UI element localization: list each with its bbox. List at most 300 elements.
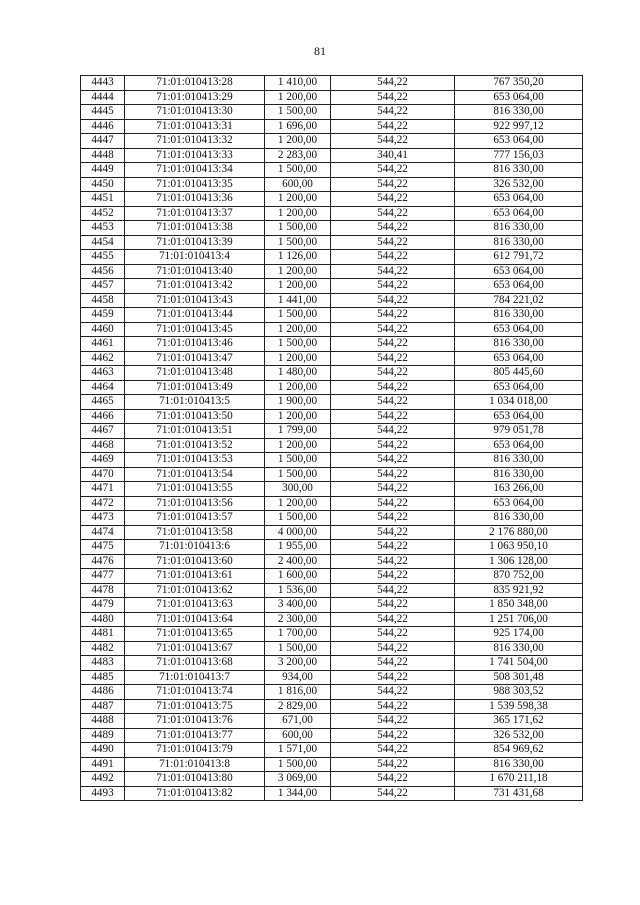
specific-value-cell: 544,22 (331, 786, 455, 801)
specific-value-cell: 340,41 (331, 148, 455, 163)
table-row (81, 598, 583, 613)
table-row (81, 714, 583, 729)
table-row (81, 569, 583, 584)
table-row (81, 119, 583, 134)
cadastral-number-cell: 71:01:010413:76 (125, 714, 265, 729)
specific-value-cell: 544,22 (331, 206, 455, 221)
table-row (81, 177, 583, 192)
table-row (81, 438, 583, 453)
area-cell: 2 400,00 (265, 554, 331, 569)
row-number-cell: 4450 (81, 177, 125, 192)
area-cell: 2 283,00 (265, 148, 331, 163)
specific-value-cell: 544,22 (331, 772, 455, 787)
cadastral-value-cell: 1 034 018,00 (455, 395, 583, 410)
cadastral-number-cell: 71:01:010413:37 (125, 206, 265, 221)
specific-value-cell: 544,22 (331, 583, 455, 598)
specific-value-cell: 544,22 (331, 337, 455, 352)
row-number-cell: 4482 (81, 641, 125, 656)
row-number-cell: 4471 (81, 482, 125, 497)
row-number-cell: 4453 (81, 221, 125, 236)
cadastral-number-cell: 71:01:010413:63 (125, 598, 265, 613)
cadastral-number-cell: 71:01:010413:50 (125, 409, 265, 424)
row-number-cell: 4460 (81, 322, 125, 337)
cadastral-number-cell: 71:01:010413:65 (125, 627, 265, 642)
specific-value-cell: 544,22 (331, 235, 455, 250)
table-row (81, 293, 583, 308)
cadastral-number-cell: 71:01:010413:43 (125, 293, 265, 308)
cadastral-number-cell: 71:01:010413:47 (125, 351, 265, 366)
cadastral-value-cell: 767 350,20 (455, 76, 583, 91)
area-cell: 1 500,00 (265, 757, 331, 772)
row-number-cell: 4476 (81, 554, 125, 569)
table-row (81, 511, 583, 526)
cadastral-value-cell: 1 063 950,10 (455, 540, 583, 555)
cadastral-value-cell: 835 921,92 (455, 583, 583, 598)
row-number-cell: 4469 (81, 453, 125, 468)
area-cell: 600,00 (265, 177, 331, 192)
area-cell: 1 500,00 (265, 641, 331, 656)
area-cell: 1 536,00 (265, 583, 331, 598)
table-row (81, 409, 583, 424)
area-cell: 1 500,00 (265, 105, 331, 120)
table-row (81, 496, 583, 511)
area-cell: 1 200,00 (265, 322, 331, 337)
area-cell: 1 900,00 (265, 395, 331, 410)
area-cell: 1 500,00 (265, 511, 331, 526)
row-number-cell: 4449 (81, 163, 125, 178)
specific-value-cell: 544,22 (331, 424, 455, 439)
area-cell: 1 410,00 (265, 76, 331, 91)
cadastral-number-cell: 71:01:010413:30 (125, 105, 265, 120)
area-cell: 1 500,00 (265, 337, 331, 352)
cadastral-number-cell: 71:01:010413:39 (125, 235, 265, 250)
area-cell: 934,00 (265, 670, 331, 685)
specific-value-cell: 544,22 (331, 395, 455, 410)
area-cell: 1 500,00 (265, 467, 331, 482)
table-row (81, 163, 583, 178)
cadastral-number-cell: 71:01:010413:32 (125, 134, 265, 149)
table-row (81, 656, 583, 671)
cadastral-number-cell: 71:01:010413:67 (125, 641, 265, 656)
table-row (81, 743, 583, 758)
cadastral-value-cell: 731 431,68 (455, 786, 583, 801)
row-number-cell: 4488 (81, 714, 125, 729)
page-number: 81 (314, 44, 326, 58)
table-row (81, 90, 583, 105)
cadastral-number-cell: 71:01:010413:4 (125, 250, 265, 265)
row-number-cell: 4464 (81, 380, 125, 395)
table-row (81, 670, 583, 685)
table-row (81, 351, 583, 366)
area-cell: 1 200,00 (265, 206, 331, 221)
specific-value-cell: 544,22 (331, 177, 455, 192)
cadastral-number-cell: 71:01:010413:28 (125, 76, 265, 91)
specific-value-cell: 544,22 (331, 482, 455, 497)
area-cell: 3 200,00 (265, 656, 331, 671)
table-row (81, 786, 583, 801)
specific-value-cell: 544,22 (331, 90, 455, 105)
specific-value-cell: 544,22 (331, 438, 455, 453)
cadastral-number-cell: 71:01:010413:60 (125, 554, 265, 569)
cadastral-value-cell: 854 969,62 (455, 743, 583, 758)
specific-value-cell: 544,22 (331, 250, 455, 265)
cadastral-number-cell: 71:01:010413:77 (125, 728, 265, 743)
cadastral-value-cell: 653 064,00 (455, 90, 583, 105)
cadastral-value-cell: 653 064,00 (455, 409, 583, 424)
cadastral-value-cell: 653 064,00 (455, 264, 583, 279)
area-cell: 1 816,00 (265, 685, 331, 700)
row-number-cell: 4474 (81, 525, 125, 540)
table-row (81, 250, 583, 265)
cadastral-value-cell: 653 064,00 (455, 192, 583, 207)
row-number-cell: 4461 (81, 337, 125, 352)
cadastral-number-cell: 71:01:010413:31 (125, 119, 265, 134)
specific-value-cell: 544,22 (331, 409, 455, 424)
cadastral-value-cell: 816 330,00 (455, 453, 583, 468)
specific-value-cell: 544,22 (331, 293, 455, 308)
cadastral-number-cell: 71:01:010413:45 (125, 322, 265, 337)
cadastral-value-table (80, 75, 583, 801)
cadastral-value-cell: 988 303,52 (455, 685, 583, 700)
cadastral-value-cell: 816 330,00 (455, 308, 583, 323)
cadastral-number-cell: 71:01:010413:7 (125, 670, 265, 685)
row-number-cell: 4483 (81, 656, 125, 671)
specific-value-cell: 544,22 (331, 134, 455, 149)
cadastral-value-cell: 922 997,12 (455, 119, 583, 134)
cadastral-value-cell: 816 330,00 (455, 105, 583, 120)
cadastral-number-cell: 71:01:010413:38 (125, 221, 265, 236)
specific-value-cell: 544,22 (331, 264, 455, 279)
table-body (81, 76, 583, 801)
table-row (81, 105, 583, 120)
row-number-cell: 4444 (81, 90, 125, 105)
cadastral-value-cell: 816 330,00 (455, 511, 583, 526)
cadastral-number-cell: 71:01:010413:68 (125, 656, 265, 671)
area-cell: 4 000,00 (265, 525, 331, 540)
cadastral-value-cell: 612 791,72 (455, 250, 583, 265)
table-row (81, 757, 583, 772)
table-row (81, 699, 583, 714)
area-cell: 1 200,00 (265, 351, 331, 366)
cadastral-number-cell: 71:01:010413:64 (125, 612, 265, 627)
area-cell: 1 200,00 (265, 438, 331, 453)
cadastral-number-cell: 71:01:010413:48 (125, 366, 265, 381)
cadastral-value-cell: 816 330,00 (455, 641, 583, 656)
cadastral-value-cell: 816 330,00 (455, 163, 583, 178)
cadastral-value-cell: 163 266,00 (455, 482, 583, 497)
cadastral-value-cell: 326 532,00 (455, 728, 583, 743)
specific-value-cell: 544,22 (331, 221, 455, 236)
cadastral-number-cell: 71:01:010413:44 (125, 308, 265, 323)
table-row (81, 264, 583, 279)
cadastral-value-cell: 777 156,03 (455, 148, 583, 163)
area-cell: 1 200,00 (265, 409, 331, 424)
table-row (81, 554, 583, 569)
table-row (81, 453, 583, 468)
table-row (81, 337, 583, 352)
specific-value-cell: 544,22 (331, 453, 455, 468)
cadastral-number-cell: 71:01:010413:57 (125, 511, 265, 526)
area-cell: 671,00 (265, 714, 331, 729)
cadastral-value-cell: 805 445,60 (455, 366, 583, 381)
cadastral-value-cell: 1 741 504,00 (455, 656, 583, 671)
cadastral-value-cell: 816 330,00 (455, 221, 583, 236)
area-cell: 1 200,00 (265, 264, 331, 279)
cadastral-number-cell: 71:01:010413:8 (125, 757, 265, 772)
row-number-cell: 4485 (81, 670, 125, 685)
cadastral-value-cell: 1 670 211,18 (455, 772, 583, 787)
area-cell: 3 069,00 (265, 772, 331, 787)
row-number-cell: 4489 (81, 728, 125, 743)
cadastral-value-cell: 653 064,00 (455, 438, 583, 453)
cadastral-value-cell: 870 752,00 (455, 569, 583, 584)
table-row (81, 221, 583, 236)
cadastral-value-cell: 816 330,00 (455, 757, 583, 772)
specific-value-cell: 544,22 (331, 119, 455, 134)
row-number-cell: 4486 (81, 685, 125, 700)
specific-value-cell: 544,22 (331, 105, 455, 120)
row-number-cell: 4458 (81, 293, 125, 308)
row-number-cell: 4475 (81, 540, 125, 555)
cadastral-value-cell: 925 174,00 (455, 627, 583, 642)
specific-value-cell: 544,22 (331, 757, 455, 772)
area-cell: 3 400,00 (265, 598, 331, 613)
table-row (81, 76, 583, 91)
specific-value-cell: 544,22 (331, 525, 455, 540)
cadastral-number-cell: 71:01:010413:40 (125, 264, 265, 279)
cadastral-number-cell: 71:01:010413:62 (125, 583, 265, 598)
area-cell: 2 829,00 (265, 699, 331, 714)
row-number-cell: 4462 (81, 351, 125, 366)
specific-value-cell: 544,22 (331, 627, 455, 642)
cadastral-number-cell: 71:01:010413:5 (125, 395, 265, 410)
cadastral-number-cell: 71:01:010413:35 (125, 177, 265, 192)
row-number-cell: 4465 (81, 395, 125, 410)
row-number-cell: 4490 (81, 743, 125, 758)
specific-value-cell: 544,22 (331, 496, 455, 511)
specific-value-cell: 544,22 (331, 467, 455, 482)
cadastral-value-cell: 1 850 348,00 (455, 598, 583, 613)
row-number-cell: 4491 (81, 757, 125, 772)
cadastral-number-cell: 71:01:010413:74 (125, 685, 265, 700)
cadastral-value-cell: 653 064,00 (455, 206, 583, 221)
specific-value-cell: 544,22 (331, 554, 455, 569)
table-row (81, 583, 583, 598)
table-row (81, 322, 583, 337)
specific-value-cell: 544,22 (331, 511, 455, 526)
specific-value-cell: 544,22 (331, 163, 455, 178)
table-row (81, 467, 583, 482)
specific-value-cell: 544,22 (331, 76, 455, 91)
area-cell: 2 300,00 (265, 612, 331, 627)
cadastral-number-cell: 71:01:010413:58 (125, 525, 265, 540)
specific-value-cell: 544,22 (331, 279, 455, 294)
area-cell: 1 500,00 (265, 453, 331, 468)
table-row (81, 424, 583, 439)
row-number-cell: 4487 (81, 699, 125, 714)
specific-value-cell: 544,22 (331, 670, 455, 685)
specific-value-cell: 544,22 (331, 699, 455, 714)
area-cell: 1 200,00 (265, 192, 331, 207)
cadastral-number-cell: 71:01:010413:56 (125, 496, 265, 511)
cadastral-value-cell: 653 064,00 (455, 496, 583, 511)
cadastral-number-cell: 71:01:010413:29 (125, 90, 265, 105)
row-number-cell: 4467 (81, 424, 125, 439)
table-row (81, 366, 583, 381)
specific-value-cell: 544,22 (331, 641, 455, 656)
cadastral-value-cell: 326 532,00 (455, 177, 583, 192)
area-cell: 1 571,00 (265, 743, 331, 758)
cadastral-number-cell: 71:01:010413:42 (125, 279, 265, 294)
row-number-cell: 4448 (81, 148, 125, 163)
row-number-cell: 4477 (81, 569, 125, 584)
cadastral-value-cell: 653 064,00 (455, 134, 583, 149)
table-row (81, 641, 583, 656)
area-cell: 1 441,00 (265, 293, 331, 308)
cadastral-value-cell: 1 306 128,00 (455, 554, 583, 569)
cadastral-value-cell: 653 064,00 (455, 279, 583, 294)
specific-value-cell: 544,22 (331, 192, 455, 207)
table-row (81, 482, 583, 497)
row-number-cell: 4455 (81, 250, 125, 265)
table-row (81, 206, 583, 221)
row-number-cell: 4446 (81, 119, 125, 134)
cadastral-value-cell: 653 064,00 (455, 380, 583, 395)
table-row (81, 192, 583, 207)
specific-value-cell: 544,22 (331, 598, 455, 613)
table-row (81, 540, 583, 555)
row-number-cell: 4466 (81, 409, 125, 424)
table-row (81, 728, 583, 743)
area-cell: 1 700,00 (265, 627, 331, 642)
area-cell: 1 500,00 (265, 221, 331, 236)
cadastral-number-cell: 71:01:010413:33 (125, 148, 265, 163)
specific-value-cell: 544,22 (331, 612, 455, 627)
area-cell: 1 799,00 (265, 424, 331, 439)
row-number-cell: 4472 (81, 496, 125, 511)
row-number-cell: 4493 (81, 786, 125, 801)
row-number-cell: 4492 (81, 772, 125, 787)
cadastral-value-cell: 653 064,00 (455, 322, 583, 337)
cadastral-number-cell: 71:01:010413:49 (125, 380, 265, 395)
row-number-cell: 4463 (81, 366, 125, 381)
area-cell: 1 200,00 (265, 134, 331, 149)
area-cell: 1 200,00 (265, 90, 331, 105)
cadastral-value-cell: 508 301,48 (455, 670, 583, 685)
row-number-cell: 4473 (81, 511, 125, 526)
cadastral-number-cell: 71:01:010413:53 (125, 453, 265, 468)
cadastral-number-cell: 71:01:010413:55 (125, 482, 265, 497)
area-cell: 1 126,00 (265, 250, 331, 265)
cadastral-value-cell: 1 539 598,38 (455, 699, 583, 714)
row-number-cell: 4478 (81, 583, 125, 598)
row-number-cell: 4445 (81, 105, 125, 120)
row-number-cell: 4456 (81, 264, 125, 279)
specific-value-cell: 544,22 (331, 351, 455, 366)
area-cell: 1 500,00 (265, 235, 331, 250)
area-cell: 600,00 (265, 728, 331, 743)
row-number-cell: 4443 (81, 76, 125, 91)
row-number-cell: 4451 (81, 192, 125, 207)
row-number-cell: 4452 (81, 206, 125, 221)
cadastral-number-cell: 71:01:010413:34 (125, 163, 265, 178)
table-row (81, 627, 583, 642)
cadastral-value-cell: 816 330,00 (455, 235, 583, 250)
table-row (81, 395, 583, 410)
cadastral-value-cell: 365 171,62 (455, 714, 583, 729)
cadastral-value-cell: 816 330,00 (455, 337, 583, 352)
cadastral-value-cell: 1 251 706,00 (455, 612, 583, 627)
area-cell: 300,00 (265, 482, 331, 497)
cadastral-number-cell: 71:01:010413:36 (125, 192, 265, 207)
area-cell: 1 200,00 (265, 496, 331, 511)
specific-value-cell: 544,22 (331, 728, 455, 743)
specific-value-cell: 544,22 (331, 685, 455, 700)
row-number-cell: 4481 (81, 627, 125, 642)
area-cell: 1 480,00 (265, 366, 331, 381)
cadastral-number-cell: 71:01:010413:52 (125, 438, 265, 453)
cadastral-number-cell: 71:01:010413:6 (125, 540, 265, 555)
area-cell: 1 955,00 (265, 540, 331, 555)
cadastral-number-cell: 71:01:010413:61 (125, 569, 265, 584)
table-row (81, 380, 583, 395)
table-row (81, 685, 583, 700)
table-row (81, 148, 583, 163)
area-cell: 1 500,00 (265, 308, 331, 323)
row-number-cell: 4468 (81, 438, 125, 453)
area-cell: 1 500,00 (265, 163, 331, 178)
cadastral-value-cell: 2 176 880,00 (455, 525, 583, 540)
table-row (81, 134, 583, 149)
specific-value-cell: 544,22 (331, 569, 455, 584)
area-cell: 1 200,00 (265, 279, 331, 294)
specific-value-cell: 544,22 (331, 380, 455, 395)
area-cell: 1 344,00 (265, 786, 331, 801)
cadastral-number-cell: 71:01:010413:46 (125, 337, 265, 352)
specific-value-cell: 544,22 (331, 714, 455, 729)
table-row (81, 612, 583, 627)
area-cell: 1 200,00 (265, 380, 331, 395)
cadastral-value-cell: 653 064,00 (455, 351, 583, 366)
row-number-cell: 4470 (81, 467, 125, 482)
specific-value-cell: 544,22 (331, 540, 455, 555)
table-row (81, 235, 583, 250)
cadastral-number-cell: 71:01:010413:51 (125, 424, 265, 439)
row-number-cell: 4454 (81, 235, 125, 250)
specific-value-cell: 544,22 (331, 366, 455, 381)
cadastral-number-cell: 71:01:010413:80 (125, 772, 265, 787)
table-row (81, 308, 583, 323)
specific-value-cell: 544,22 (331, 656, 455, 671)
table-row (81, 525, 583, 540)
specific-value-cell: 544,22 (331, 308, 455, 323)
area-cell: 1 696,00 (265, 119, 331, 134)
cadastral-value-cell: 784 221,02 (455, 293, 583, 308)
specific-value-cell: 544,22 (331, 322, 455, 337)
cadastral-number-cell: 71:01:010413:54 (125, 467, 265, 482)
area-cell: 1 600,00 (265, 569, 331, 584)
cadastral-number-cell: 71:01:010413:75 (125, 699, 265, 714)
row-number-cell: 4480 (81, 612, 125, 627)
table-row (81, 772, 583, 787)
table-row (81, 279, 583, 294)
cadastral-number-cell: 71:01:010413:79 (125, 743, 265, 758)
specific-value-cell: 544,22 (331, 743, 455, 758)
cadastral-value-cell: 979 051,78 (455, 424, 583, 439)
row-number-cell: 4479 (81, 598, 125, 613)
cadastral-number-cell: 71:01:010413:82 (125, 786, 265, 801)
row-number-cell: 4447 (81, 134, 125, 149)
